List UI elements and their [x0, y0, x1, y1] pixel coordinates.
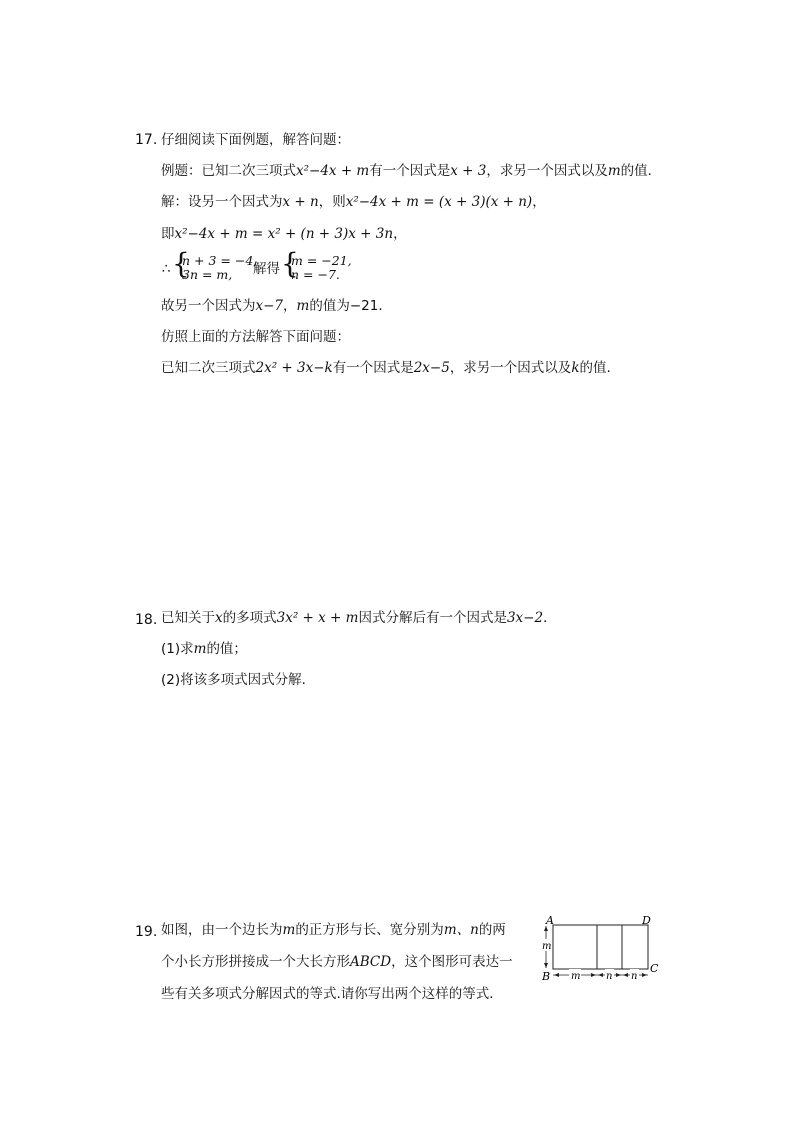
question-19-number: 19. — [135, 924, 158, 940]
q19-line1-c: 的两 — [478, 922, 506, 938]
q17-solve-word: 解得 — [253, 261, 280, 277]
q17-step2-eq: x²−4x + m = x² + (n + 3)x + 3n — [174, 226, 394, 242]
q19-line1-mn: m、n — [443, 922, 479, 938]
q17-conclusion-d: ． — [378, 298, 392, 314]
q17-step2-end: ， — [393, 226, 407, 242]
q17-intro: 仔细阅读下面例题，解答问题： — [161, 132, 350, 148]
q17-problem-a: 已知二次三项式 — [161, 360, 256, 376]
q17-problem-d: 的值. — [579, 360, 611, 376]
label-a: A — [546, 914, 554, 927]
question-18-number: 18. — [135, 612, 158, 628]
left-brace-icon: { — [172, 247, 190, 280]
q17-step2-label: 即 — [161, 226, 175, 242]
q18-stem-b: 的多项式 — [222, 610, 277, 626]
q18-part1-a: (1)求 — [161, 641, 194, 657]
q19-line2-abcd: ABCD — [350, 954, 392, 970]
question-17-number: 17. — [135, 132, 158, 148]
arrow-right-icon — [591, 973, 596, 977]
q17-conclusion-a: 故另一个因式为 — [161, 298, 256, 314]
q18-stem-x: x — [215, 610, 223, 626]
q17-problem — [161, 358, 611, 378]
q17-system-1 — [172, 247, 258, 282]
q17-imitate: 仿照上面的方法解答下面问题： — [161, 329, 350, 345]
q17-example-poly: x²−4x + m — [296, 163, 370, 179]
bottom-label-n2: n — [631, 971, 638, 982]
q17-example — [161, 161, 661, 181]
q19-rectangle-figure — [536, 912, 666, 982]
bottom-label-m: m — [571, 971, 581, 982]
q17-conclusion-b: ， — [283, 298, 297, 314]
q19-line2-b: ，这个图形可表达一 — [391, 954, 513, 970]
q18-stem-a: 已知关于 — [161, 610, 215, 626]
q19-line3: 些有关多项式分解因式的等式.请你写出两个这样的等式． — [161, 986, 503, 1002]
q18-part2: (2)将该多项式因式分解． — [161, 672, 316, 688]
bottom-label-n1: n — [606, 971, 613, 982]
label-d: D — [642, 914, 651, 927]
q18-part1-b: 的值； — [206, 641, 247, 657]
arrow-right-icon — [642, 973, 647, 977]
q17-conclusion — [161, 296, 392, 316]
q17-problem-c: ，求另一个因式以及 — [449, 360, 572, 376]
q18-stem-c: 因式分解后有一个因式是 — [358, 610, 507, 626]
q17-sys2-row2: n = −7. — [291, 267, 340, 282]
q17-conclusion-c: 的值为 — [309, 298, 350, 314]
arrow-left-icon — [598, 973, 603, 977]
q17-example-factor: x + 3 — [450, 163, 487, 179]
q19-line2-a: 个小长方形拼接成一个大长方形 — [161, 954, 350, 970]
q17-example-label: 例题：已知二次三项式 — [161, 163, 296, 179]
q17-problem-factor: 2x−5 — [413, 360, 450, 376]
q17-example-mid: 有一个因式是 — [369, 163, 451, 179]
q17-problem-b: 有一个因式是 — [332, 360, 414, 376]
q17-sol-mid: ，则 — [318, 194, 346, 210]
q19-line1-b: 的正方形与长、宽分别为 — [295, 922, 444, 938]
q17-conclusion-val: −21 — [349, 298, 379, 314]
q18-stem — [161, 608, 557, 628]
q17-problem-k: k — [571, 360, 580, 376]
rectangle-abcd — [553, 925, 648, 969]
q19-line2 — [161, 952, 513, 972]
q17-system-2 — [281, 247, 361, 282]
q17-therefore: ∴ — [162, 261, 171, 277]
q17-solution — [161, 192, 546, 212]
q18-part1-m: m — [193, 641, 207, 657]
q19-line1-a: 如图，由一个边长为 — [161, 922, 283, 938]
arrow-right-icon — [616, 973, 621, 977]
q17-sol-eq: x²−4x + m = (x + 3)(x + n) — [345, 194, 533, 210]
label-b: B — [542, 970, 551, 982]
label-c: C — [650, 962, 659, 975]
q17-conclusion-factor: x−7 — [255, 298, 284, 314]
q17-example-tail: 的值． — [620, 163, 662, 179]
q19-line1-m: m — [282, 922, 296, 938]
left-brace-icon: { — [281, 247, 299, 280]
q17-example-end: ，求另一个因式以及 — [486, 163, 608, 179]
q18-stem-d: ． — [543, 610, 557, 626]
q17-sys1-row2: 3n = m, — [182, 267, 233, 282]
q17-sol-factor: x + n — [282, 194, 319, 210]
arrow-left-icon — [554, 973, 559, 977]
q18-stem-factor: 3x−2 — [506, 610, 544, 626]
q17-problem-poly: 2x² + 3x−k — [255, 360, 333, 376]
q19-line1 — [161, 920, 506, 940]
q18-part1 — [161, 639, 247, 659]
q17-conclusion-m: m — [296, 298, 310, 314]
q18-stem-poly: 3x² + x + m — [276, 610, 359, 626]
arrow-down-icon — [544, 963, 548, 968]
side-label-m: m — [542, 941, 552, 952]
q17-example-m: m — [607, 163, 621, 179]
q17-sol-end: ， — [532, 194, 546, 210]
q17-step2 — [161, 224, 407, 244]
q17-sys2-row1: m = −21, — [291, 253, 352, 268]
q17-sys1-row1: n + 3 = −4, — [182, 253, 258, 268]
arrow-left-icon — [623, 973, 628, 977]
q17-sol-label: 解：设另一个因式为 — [161, 194, 283, 210]
